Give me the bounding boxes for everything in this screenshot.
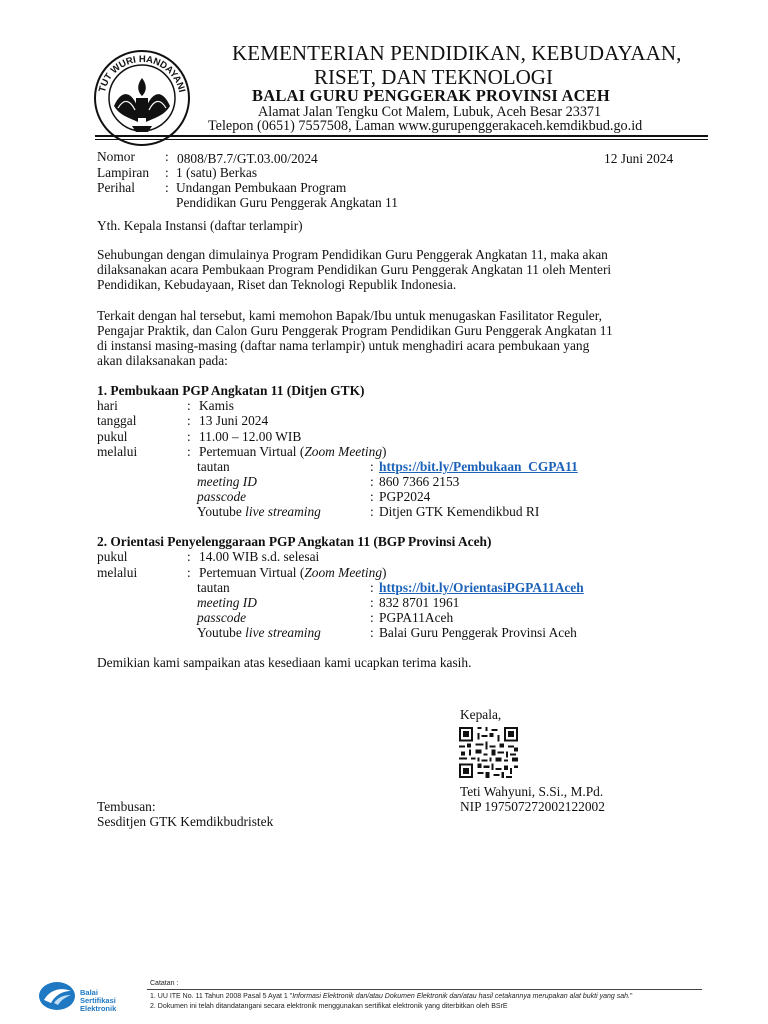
event1-melalui-label: melalui [97, 444, 138, 459]
paragraph1-line: Pendidikan, Kebudayaan, Riset dan Teknologi Republik Indonesia. [97, 277, 457, 292]
nomor-value: 0808/B7.7/GT.03.00/2024 [177, 151, 318, 166]
signatory-name: Teti Wahyuni, S.Si., M.Pd. [460, 784, 604, 799]
event1-pukul-value: 11.00 – 12.00 WIB [199, 429, 302, 444]
bsre-logo-line3: Elektronik [80, 1004, 117, 1013]
bsre-logo-icon [38, 981, 76, 1011]
paragraph1-line: dilaksanakan acara Pembukaan Program Pendidikan Guru Penggerak Angkatan 11 oleh Menteri [97, 262, 612, 277]
event1-pukul-label: pukul [97, 429, 128, 444]
signatory-title: Kepala, [460, 707, 502, 722]
bsre-logo-line2: Sertifikasi [80, 996, 116, 1005]
colon: : [187, 398, 191, 413]
qr-code-signature [459, 727, 518, 778]
colon: : [187, 565, 191, 580]
header-divider-thin [95, 139, 708, 140]
paragraph1-line: Sehubungan dengan dimulainya Program Pendidikan Guru Penggerak Angkatan 11, maka akan [97, 247, 608, 262]
bsre-logo-line1: Balai [80, 988, 98, 997]
svg-text:TUT WURI HANDAYANI: TUT WURI HANDAYANI [96, 53, 188, 94]
event2-meeting-id-label: meeting ID [197, 595, 257, 610]
event1-hari-label: hari [97, 398, 118, 413]
event2-youtube-label: Youtube live streaming [197, 625, 321, 640]
event1-melalui-value: Pertemuan Virtual (Zoom Meeting) [199, 444, 387, 459]
event2-heading: 2. Orientasi Penyelenggaraan PGP Angkatan 11 (BGP Provinsi Aceh) [97, 534, 492, 549]
colon: : [165, 149, 169, 164]
lampiran-label: Lampiran [97, 165, 150, 180]
closing-sentence: Demikian kami sampaikan atas kesediaan kami ucapkan terima kasih. [97, 655, 472, 670]
event1-heading: 1. Pembukaan PGP Angkatan 11 (Ditjen GTK) [97, 383, 365, 398]
header-divider-thick [95, 135, 708, 137]
perihal-label: Perihal [97, 180, 135, 195]
event2-youtube-value: Balai Guru Penggerak Provinsi Aceh [379, 625, 577, 640]
paragraph2-line: Terkait dengan hal tersebut, kami memohon Bapak/Ibu untuk menugaskan Fasilitator Reguler, [97, 308, 603, 323]
event2-passcode-value: PGPA11Aceh [379, 610, 454, 625]
colon: : [370, 489, 374, 504]
tembusan-label: Tembusan: [97, 799, 156, 814]
event2-passcode-label: passcode [197, 610, 247, 625]
event1-youtube-value: Ditjen GTK Kemendikbud RI [379, 504, 540, 519]
colon: : [370, 504, 374, 519]
colon: : [165, 165, 169, 180]
event2-pukul-value: 14.00 WIB s.d. selesai [199, 549, 320, 564]
colon: : [370, 580, 374, 595]
colon: : [370, 474, 374, 489]
event2-tautan-label: tautan [197, 580, 230, 595]
event1-tanggal-value: 13 Juni 2024 [199, 413, 269, 428]
event2-zoom-link[interactable]: https://bit.ly/OrientasiPGPA11Aceh [379, 580, 584, 595]
event2-melalui-value: Pertemuan Virtual (Zoom Meeting) [199, 565, 387, 580]
event1-zoom-link[interactable]: https://bit.ly/Pembukaan_CGPA11 [379, 459, 578, 474]
note-divider [147, 989, 702, 990]
signatory-nip: NIP 197507272002122002 [460, 799, 605, 814]
tut-wuri-handayani-logo [92, 48, 192, 148]
perihal-value-line2: Pendidikan Guru Penggerak Angkatan 11 [176, 195, 398, 210]
colon: : [370, 595, 374, 610]
event1-hari-value: Kamis [199, 398, 234, 413]
catatan-label: Catatan : [150, 980, 179, 987]
recipient: Yth. Kepala Instansi (daftar terlampir) [97, 218, 303, 233]
colon: : [370, 610, 374, 625]
paragraph2-line: akan dilaksanakan pada: [97, 353, 228, 368]
colon: : [187, 549, 191, 564]
letter-date: 12 Juni 2024 [604, 151, 674, 166]
event2-pukul-label: pukul [97, 549, 128, 564]
colon: : [187, 413, 191, 428]
paragraph2-line: di instansi masing-masing (daftar nama terlampir) untuk menghadiri acara pembukaan yang [97, 338, 590, 353]
ministry-name-line2: RISET, DAN TEKNOLOGI [314, 65, 553, 89]
event1-meeting-id-label: meeting ID [197, 474, 257, 489]
note-item-2: 2. Dokumen ini telah ditandatangani secara elektronik menggunakan sertifikat elektronik yang diterbitkan oleh BSrE [150, 1003, 508, 1010]
tembusan-value: Sesditjen GTK Kemdikbudristek [97, 814, 274, 829]
colon: : [187, 429, 191, 444]
colon: : [187, 444, 191, 459]
colon: : [370, 625, 374, 640]
note-item-1: 1. UU ITE No. 11 Tahun 2008 Pasal 5 Ayat 1 "Informasi Elektronik dan/atau Dokumen Elektronik dan/atau hasil cetakannya merupakan alat bukti yang sah." [150, 993, 633, 1000]
event1-youtube-label: Youtube live streaming [197, 504, 321, 519]
paragraph2-line: Pengajar Praktik, dan Calon Guru Penggerak Program Pendidikan Guru Penggerak Angkatan 11 [97, 323, 613, 338]
office-contact: Telepon (0651) 7557508, Laman www.gurupenggerakaceh.kemdikbud.go.id [208, 118, 643, 134]
nomor-label: Nomor [97, 149, 135, 164]
office-address: Alamat Jalan Tengku Cot Malem, Lubuk, Aceh Besar 23371 [258, 104, 602, 120]
perihal-value-line1: Undangan Pembukaan Program [176, 180, 347, 195]
event1-tanggal-label: tanggal [97, 413, 137, 428]
lampiran-value: 1 (satu) Berkas [176, 165, 258, 180]
event1-passcode-value: PGP2024 [379, 489, 431, 504]
event2-melalui-label: melalui [97, 565, 138, 580]
event1-passcode-label: passcode [197, 489, 247, 504]
colon: : [370, 459, 374, 474]
colon: : [165, 180, 169, 195]
event1-tautan-label: tautan [197, 459, 230, 474]
event1-meeting-id-value: 860 7366 2153 [379, 474, 460, 489]
event2-meeting-id-value: 832 8701 1961 [379, 595, 460, 610]
office-name: BALAI GURU PENGGERAK PROVINSI ACEH [252, 86, 610, 105]
ministry-name-line1: KEMENTERIAN PENDIDIKAN, KEBUDAYAAN, [232, 41, 682, 65]
